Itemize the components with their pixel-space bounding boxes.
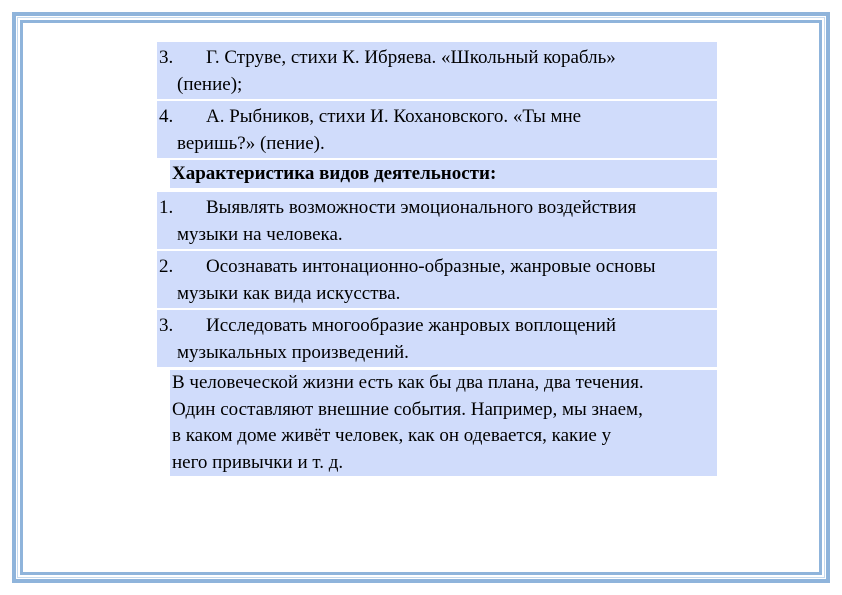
list-item-text-continued: (пение);	[177, 74, 243, 95]
paragraph-line: него привычки и т. д.	[172, 451, 344, 473]
song-item	[157, 42, 717, 99]
song-item	[157, 101, 717, 158]
list-item-text: Исследовать многообразие жанровых воплощений	[206, 315, 617, 336]
list-item-text: Выявлять возможности эмоционального воздействия	[206, 197, 637, 218]
body-paragraph	[170, 370, 717, 476]
list-item-text-continued: музыки на человека.	[177, 224, 343, 245]
activity-item	[157, 251, 717, 308]
paragraph-line: Один составляют внешние события. Например, мы знаем,	[172, 398, 643, 420]
paragraph-line: в каком доме живёт человек, как он одевается, какие у	[172, 425, 612, 446]
list-number: 4.	[159, 106, 174, 127]
list-item-text: Осознавать интонационно-образные, жанровые основы	[206, 256, 656, 277]
list-number: 3.	[159, 47, 174, 68]
slide-content	[157, 42, 717, 476]
list-number: 2.	[159, 256, 174, 277]
activity-item	[157, 310, 717, 367]
list-item-text: Г. Струве, стихи К. Ибряева. «Школьный корабль»	[206, 47, 616, 68]
activity-item	[157, 192, 717, 249]
list-item-text-continued: веришь?» (пение).	[177, 133, 325, 154]
list-number: 1.	[159, 197, 174, 218]
paragraph-line: В человеческой жизни есть как бы два плана, два течения.	[172, 372, 644, 393]
list-number: 3.	[159, 315, 174, 336]
list-item-text-continued: музыкальных произведений.	[177, 342, 409, 363]
list-item-text-continued: музыки как вида искусства.	[177, 283, 401, 304]
section-heading: Характеристика видов деятельности:	[170, 160, 717, 188]
list-item-text: А. Рыбников, стихи И. Кохановского. «Ты мне	[206, 106, 582, 127]
